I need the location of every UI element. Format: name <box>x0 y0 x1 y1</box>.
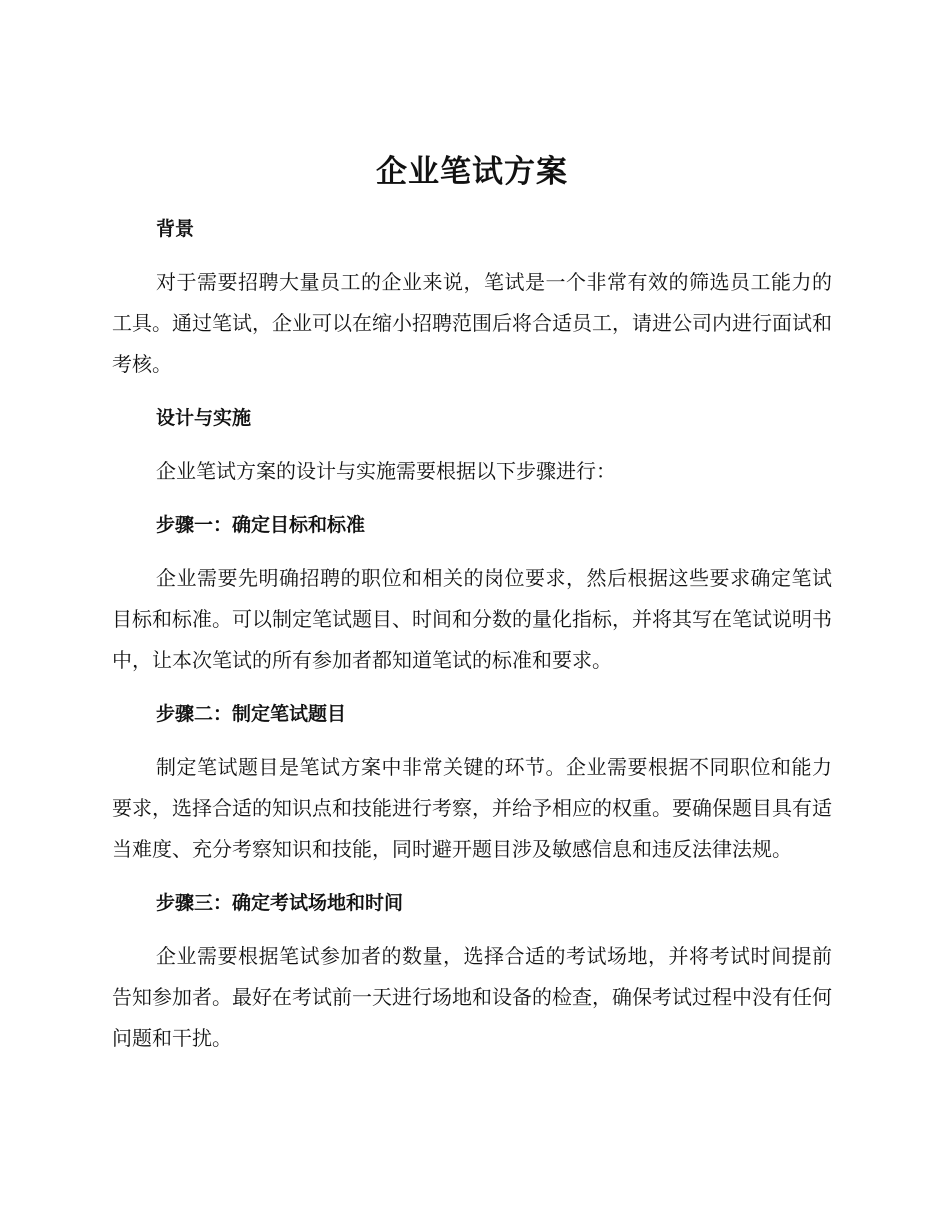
section-heading-step-3: 步骤三：确定考试场地和时间 <box>156 892 404 914</box>
section-paragraph-design: 企业笔试方案的设计与实施需要根据以下步骤进行： <box>156 459 616 483</box>
section-paragraph-step-1: 企业需要先明确招聘的职位和相关的岗位要求，然后根据这些要求确定笔试目标和标准。可以制定笔试题目、时间和分数的量化指标，并将其写在笔试说明书中，让本次笔试的所有参加者都知道笔试的标准和要求。 <box>112 566 832 672</box>
document-page <box>112 150 832 1059</box>
section-paragraph-step-3: 企业需要根据笔试参加者的数量，选择合适的考试场地，并将考试时间提前告知参加者。最好在考试前一天进行场地和设备的检查，确保考试过程中没有任何问题和干扰。 <box>112 944 832 1050</box>
document-title: 企业笔试方案 <box>376 154 568 190</box>
section-heading-step-2: 步骤二：制定笔试题目 <box>156 703 347 725</box>
section-paragraph-step-2: 制定笔试题目是笔试方案中非常关键的环节。企业需要根据不同职位和能力要求，选择合适的知识点和技能进行考察，并给予相应的权重。要确保题目具有适当难度、充分考察知识和技能，同时避开题目涉及敏感信息和违反法律法规。 <box>112 755 832 861</box>
section-heading-design: 设计与实施 <box>156 407 252 429</box>
section-heading-step-1: 步骤一：确定目标和标准 <box>156 514 366 536</box>
section-paragraph-background: 对于需要招聘大量员工的企业来说，笔试是一个非常有效的筛选员工能力的工具。通过笔试，企业可以在缩小招聘范围后将合适员工，请进公司内进行面试和考核。 <box>112 270 832 376</box>
section-heading-background: 背景 <box>156 218 195 240</box>
